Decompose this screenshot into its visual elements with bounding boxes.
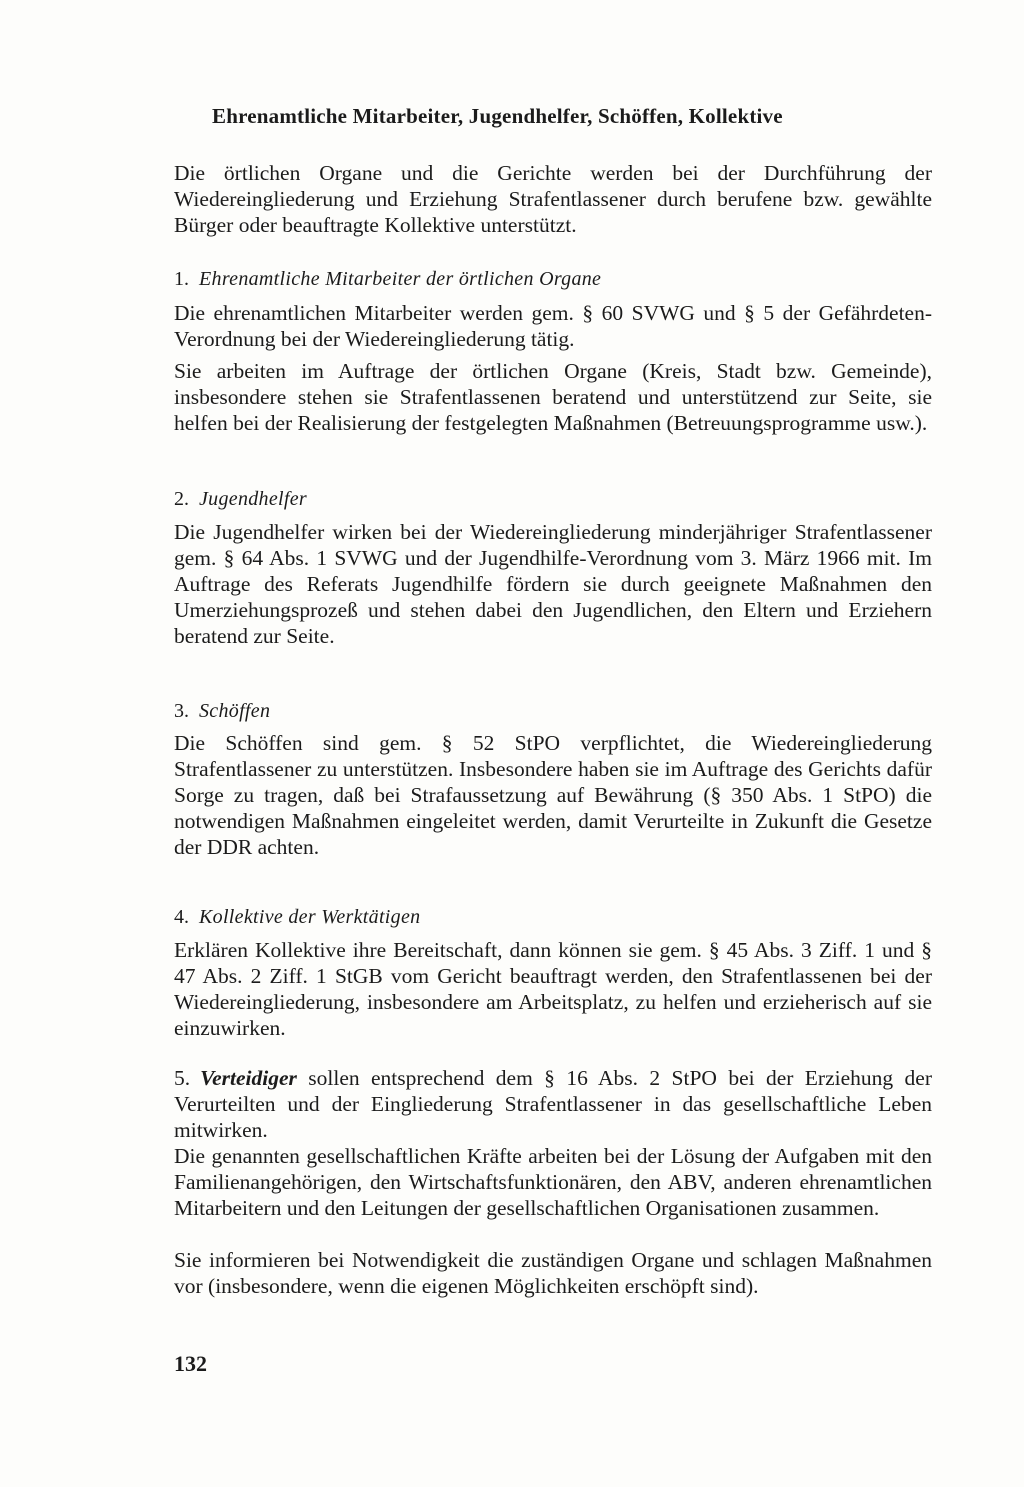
section-1-paragraph-2: Sie arbeiten im Auftrage der örtlichen Organe (Kreis, Stadt bzw. Gemeinde), insbesondere stehen sie Strafentlassenen beratend und unterstützend zur Seite, sie helfen bei der Realisierung der festgelegten Maßnahmen (Betreuungsprogramme usw.). [174,359,932,435]
page-number: 132 [174,1351,207,1376]
section-4-number: 4. [174,906,189,928]
section-1-paragraph-1: Die ehrenamtlichen Mitarbeiter werden gem. § 60 SVWG und § 5 der Gefährdeten-Verordnung bei der Wiedereingliederung tätig. [174,301,932,351]
section-2-title: Jugendhelfer [199,488,308,510]
section-2-heading [174,486,307,512]
page-title: Ehrenamtliche Mitarbeiter, Jugendhelfer, Schöffen, Kollektive [212,104,783,128]
section-5-lead-text: sollen entsprechend dem § 16 Abs. 2 StPO bei der Erziehung der Verurteilten und der Eingliederung Strafentlassener in das gesellschaftliche Leben mitwirken. [174,1066,932,1142]
intro-paragraph: Die örtlichen Organe und die Gerichte werden bei der Durchführung der Wiedereingliederung und Erziehung Strafentlassener durch berufene bzw. gewählte Bürger oder beauftragte Kollektive unterstützt. [174,161,932,237]
section-4-heading [174,904,420,930]
section-5-lead-paragraph [174,1065,932,1143]
section-3-heading [174,698,270,724]
section-2-number: 2. [174,488,189,510]
section-2-paragraph-1: Die Jugendhelfer wirken bei der Wiedereingliederung minderjähriger Strafentlassener gem. § 64 Abs. 1 SVWG und der Jugendhilfe-Verordnung vom 3. März 1966 mit. Im Auftrage des Referats Jugendhilfe fördern sie durch geeignete Maßnahmen den Umerziehungsprozeß und stehen dabei den Jugendlichen, den Eltern und Erziehern beratend zur Seite. [174,520,932,648]
section-1-heading [174,266,601,292]
section-5-number: 5. [174,1066,191,1090]
section-3-title: Schöffen [199,700,271,722]
section-5-paragraph-2: Sie informieren bei Notwendigkeit die zuständigen Organe und schlagen Maßnahmen vor (insbesondere, wenn die eigenen Möglichkeiten erschöpft sind). [174,1248,932,1298]
section-5-title: Verteidiger [200,1066,297,1090]
section-1-number: 1. [174,268,189,290]
section-5-paragraph-1: Die genannten gesellschaftlichen Kräfte arbeiten bei der Lösung der Aufgaben mit den Familienangehörigen, den Wirtschaftsfunktionären, den ABV, anderen ehrenamtlichen Mitarbeitern und den Leitungen der gesellschaftlichen Organisationen zusammen. [174,1144,932,1220]
section-3-paragraph-1: Die Schöffen sind gem. § 52 StPO verpflichtet, die Wiedereingliederung Strafentlassener zu unterstützen. Insbesondere haben sie im Auftrage des Gerichts dafür Sorge zu tragen, daß bei Strafaussetzung auf Bewährung (§ 350 Abs. 1 StPO) die notwendigen Maßnahmen eingeleitet werden, damit Verurteilte in Zukunft die Gesetze der DDR achten. [174,731,932,859]
section-3-number: 3. [174,700,189,722]
section-4-title: Kollektive der Werktätigen [199,906,421,928]
section-4-paragraph-1: Erklären Kollektive ihre Bereitschaft, dann können sie gem. § 45 Abs. 3 Ziff. 1 und § 47 Abs. 2 Ziff. 1 StGB vom Gericht beauftragt werden, den Strafentlassenen bei der Wiedereingliederung, insbesondere am Arbeitsplatz, zu helfen und erzieherisch auf sie einzuwirken. [174,938,932,1040]
section-1-title: Ehrenamtliche Mitarbeiter der örtlichen Organe [199,268,602,290]
